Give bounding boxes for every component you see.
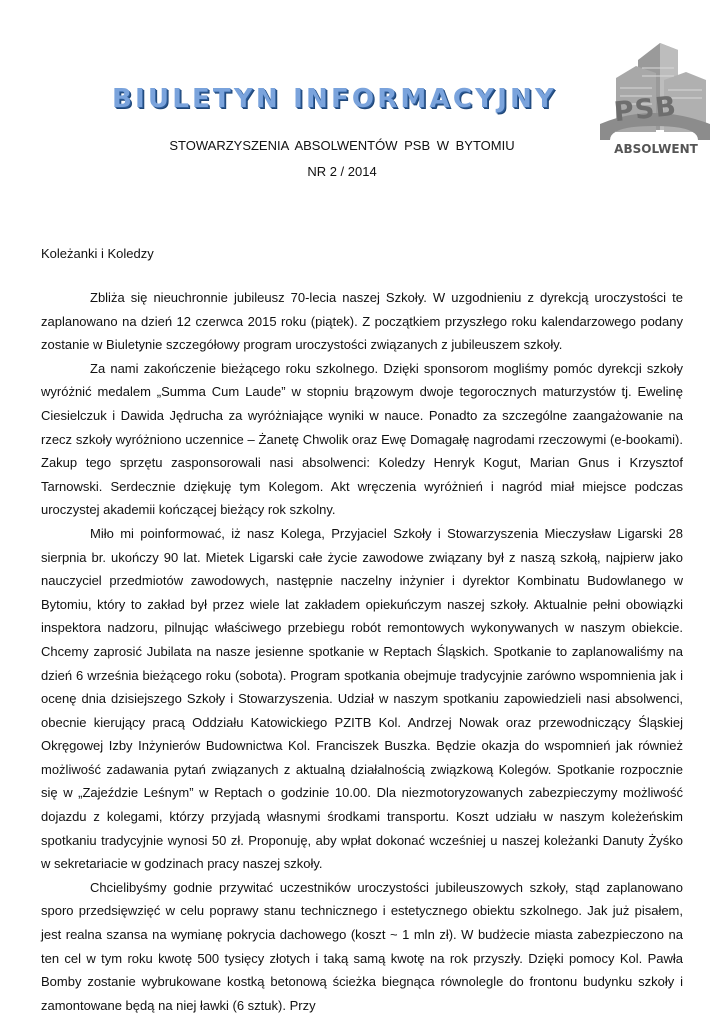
paragraph-renovation: Chcielibyśmy godnie przywitać uczestników uroczystości jubileuszowych szkoły, stąd zaplanowano sporo przedsięwzięć w celu poprawy stanu technicznego i estetycznego obiektu szkolnego. Jak już pisałem, jest realna szansa na wymianę pokrycia dachowego (koszt ~ 1 mln zł). W budżecie miasta zabezpieczono na ten cel w tym roku kwotę 500 tysięcy złotych i taką samą kwotę na rok przyszły. Dzięki pomocy Kol. Pawła Bomby zostanie wybrukowane kostką betonową ścieżka biegnąca równolegle do frontonu budynku szkoły i zamontowane będą na niej ławki (6 sztuk). Przy — [41, 879, 683, 1013]
bulletin-title: BIULETYN INFORMACYJNY — [112, 84, 557, 114]
letter-body — [41, 286, 683, 1017]
letter-greeting: Koleżanki i Koledzy — [41, 246, 154, 261]
issue-number: NR 2 / 2014 — [307, 164, 377, 179]
paragraph-school-year: Za nami zakończenie bieżącego roku szkolnego. Dzięki sponsorom mogliśmy pomóc dyrekcji szkoły wyróżnić medalem „Summa Cum Laude” w stopniu brązowym dwoje tegorocznych maturzystów tj. Ewelinę Ciesielczuk i Dawida Jędrucha za wyróżniające wyniki w nauce. Ponadto za szczególne zaangażowanie na rzecz szkoły wyróżniono uczennice – Żanetę Chwolik oraz Ewę Domagałę nagrodami rzeczowymi (e-bookami). Zakup tego sprzętu zasponsorowali nasi absolwenci: Koledzy Henryk Kogut, Marian Gnus i Krzysztof Tarnowski. Serdecznie dziękuję tym Kolegom. Akt wręczenia wyróżnień i nagród miał miejsce podczas uroczystej akademii kończącej bieżący rok szkolny. — [41, 360, 683, 518]
paragraph-jubilee: Zbliża się nieuchronnie jubileusz 70-lecia naszej Szkoły. W uzgodnieniu z dyrekcją uroczystości te zaplanowano na dzień 12 czerwca 2015 roku (piątek). Z początkiem przyszłego roku kalendarzowego podany zostanie w Biuletynie szczegółowy program uroczystości związanych z jubileuszem szkoły. — [41, 290, 683, 353]
building-logo-icon — [594, 40, 716, 162]
logo-caption: ABSOLWENT — [614, 142, 698, 156]
logo-letters: PSB — [612, 90, 679, 129]
paragraph-ligarski-meeting: Miło mi poinformować, iż nasz Kolega, Przyjaciel Szkoły i Stowarzyszenia Mieczysław Ligarski 28 sierpnia br. ukończy 90 lat. Mietek Ligarski całe życie zawodowe związany był z naszą szkołą, najpierw jako nauczyciel przedmiotów zawodowych, następnie naczelny inżynier i dyrektor Kombinatu Budowlanego w Bytomiu, który to zakład był przez wiele lat zakładem opiekuńczym naszej szkoły. Aktualnie pełni obowiązki inspektora nadzoru, pilnując właściwego przebiegu robót remontowych wykonywanych w naszym obiekcie. Chcemy zaprosić Jubilata na nasze jesienne spotkanie w Reptach Śląskich. Spotkanie to zaplanowaliśmy na dzień 6 września bieżącego roku (sobota). Program spotkania obejmuje tradycyjnie zarówno wspomnienia jak i ocenę dnia dzisiejszego Szkoły i Stowarzyszenia. Udział w naszym spotkaniu zapowiedzieli nasi absolwenci, obecnie kierujący pracą Oddziału Katowickiego PZITB Kol. Andrzej Nowak oraz przewodniczący Śląskiej Okręgowej Izby Inżynierów Budownictwa Kol. Franciszek Buszka. Będzie okazja do wspomnień jak również możliwość zadawania pytań związanych z aktualną działalnością związkową Kolegów. Spotkanie rozpocznie się w „Zajeździe Leśnym” w Reptach o godzinie 10.00. Dla niezmotoryzowanych zabezpieczymy możliwość dojazdu z kolegami, którzy przyjadą własnymi środkami transportu. Koszt udziału w naszym koleżeńskim spotkaniu tradycyjnie wynosi 50 zł. Proponuję, aby wpłat dokonać wcześniej u naszej koleżanki Danuty Żyśko w sekretariacie w godzinach pracy naszej szkoły. — [41, 525, 683, 872]
association-name: STOWARZYSZENIA ABSOLWENTÓW PSB W BYTOMIU — [169, 138, 515, 153]
